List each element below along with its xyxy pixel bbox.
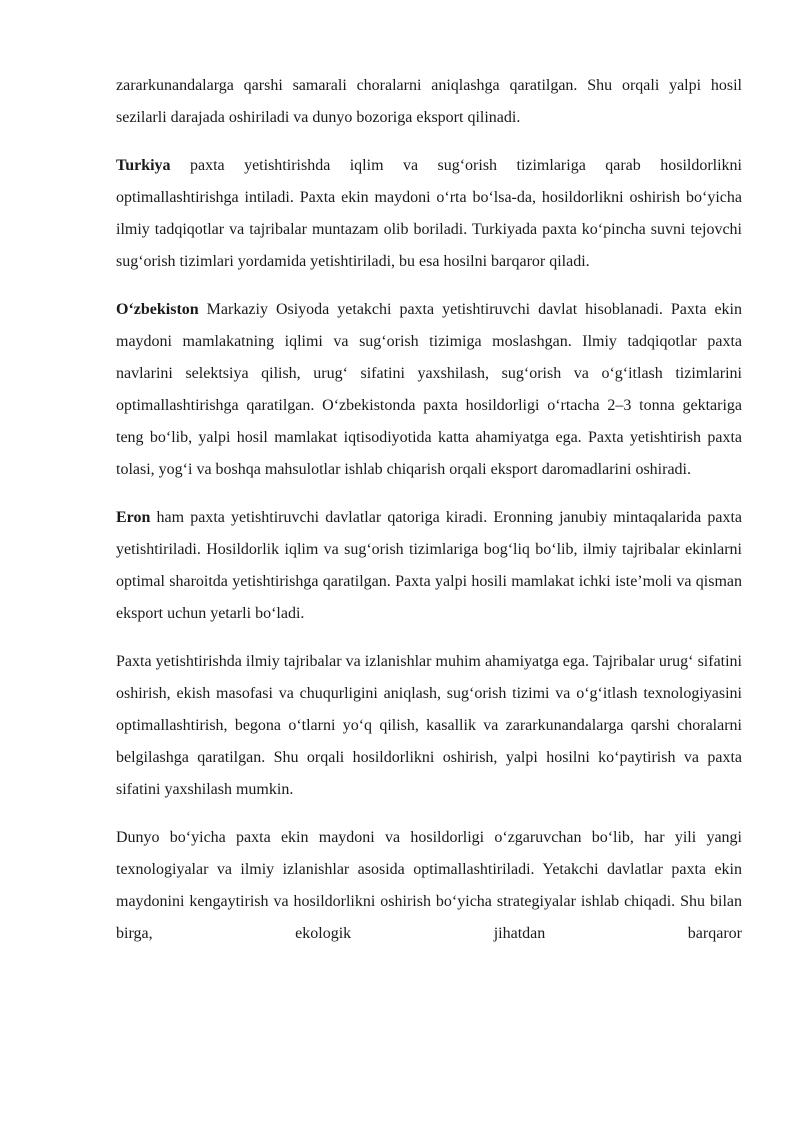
- country-name-uzbekiston: O‘zbekiston: [116, 301, 199, 318]
- paragraph-text: Markaziy Osiyoda yetakchi paxta yetishtiruvchi davlat hisoblanadi. Paxta ekin maydoni mamlakatning iqlimi va sug‘orish tizimiga moslashgan. Ilmiy tadqiqotlar paxta navlarini selektsiya qilish, urug‘ sifatini yaxshilash, sug‘orish va o‘g‘itlash tizimlarini optimallashtirishga qaratilgan. O‘zbekistonda paxta hosildorligi o‘rtacha 2–3 tonna gektariga teng bo‘lib, yalpi hosil mamlakat iqtisodiyotida katta ahamiyatga ega. Paxta yetishtirish paxta tolasi, yog‘i va boshqa mahsulotlar ishlab chiqarish orqali eksport daromadlarini oshiradi.: [116, 301, 742, 478]
- document-page: [116, 70, 742, 966]
- paragraph-text: ham paxta yetishtiruvchi davlatlar qatoriga kiradi. Eronning janubiy mintaqalarida paxta yetishtiriladi. Hosildorlik iqlim va sug‘orish tizimlariga bog‘liq bo‘lib, ilmiy tajribalar ekinlarni optimal sharoitda yetishtirishga qaratilgan. Paxta yalpi hosili mamlakat ichki iste’moli va qisman eksport uchun yetarli bo‘ladi.: [116, 509, 742, 622]
- paragraph-eron: [116, 502, 742, 630]
- paragraph-text: Paxta yetishtirishda ilmiy tajribalar va izlanishlar muhim ahamiyatga ega. Tajribalar urug‘ sifatini oshirish, ekish masofasi va chuqurligini aniqlash, sug‘orish tizimi va o‘g‘itlash texnologiyasini optimallashtirish, begona o‘tlarni yo‘q qilish, kasallik va zararkunandalarga qarshi choralarni belgilashga qaratilgan. Shu orqali hosildorlikni oshirish, yalpi hosilni ko‘paytirish va paxta sifatini yaxshilash mumkin.: [116, 653, 742, 798]
- country-name-eron: Eron: [116, 509, 151, 526]
- paragraph-text: Dunyo bo‘yicha paxta ekin maydoni va hosildorligi o‘zgaruvchan bo‘lib, har yili yangi texnologiyalar va ilmiy izlanishlar asosida optimallashtiriladi. Yetakchi davlatlar paxta ekin maydonini kengaytirish va hosildorlikni oshirish bo‘yicha strategiyalar ishlab chiqadi. Shu bilan birga, ekologik jihatdan barqaror: [116, 829, 742, 942]
- paragraph-text: paxta yetishtirishda iqlim va sug‘orish tizimlariga qarab hosildorlikni optimallashtirishga intiladi. Paxta ekin maydoni o‘rta bo‘lsa-da, hosildorlikni oshirish bo‘yicha ilmiy tadqiqotlar va tajribalar muntazam olib boriladi. Turkiyada paxta ko‘pincha suvni tejovchi sug‘orish tizimlari yordamida yetishtiriladi, bu esa hosilni barqaror qiladi.: [116, 157, 742, 270]
- country-name-turkiya: Turkiya: [116, 157, 171, 174]
- paragraph-pest-control: [116, 70, 742, 134]
- paragraph-turkiya: [116, 150, 742, 278]
- paragraph-text: zararkunandalarga qarshi samarali choralarni aniqlashga qaratilgan. Shu orqali yalpi hosil sezilarli darajada oshiriladi va dunyo bozoriga eksport qilinadi.: [116, 77, 742, 126]
- paragraph-world-overview: [116, 822, 742, 950]
- paragraph-uzbekiston: [116, 294, 742, 486]
- paragraph-scientific-experiments: [116, 646, 742, 806]
